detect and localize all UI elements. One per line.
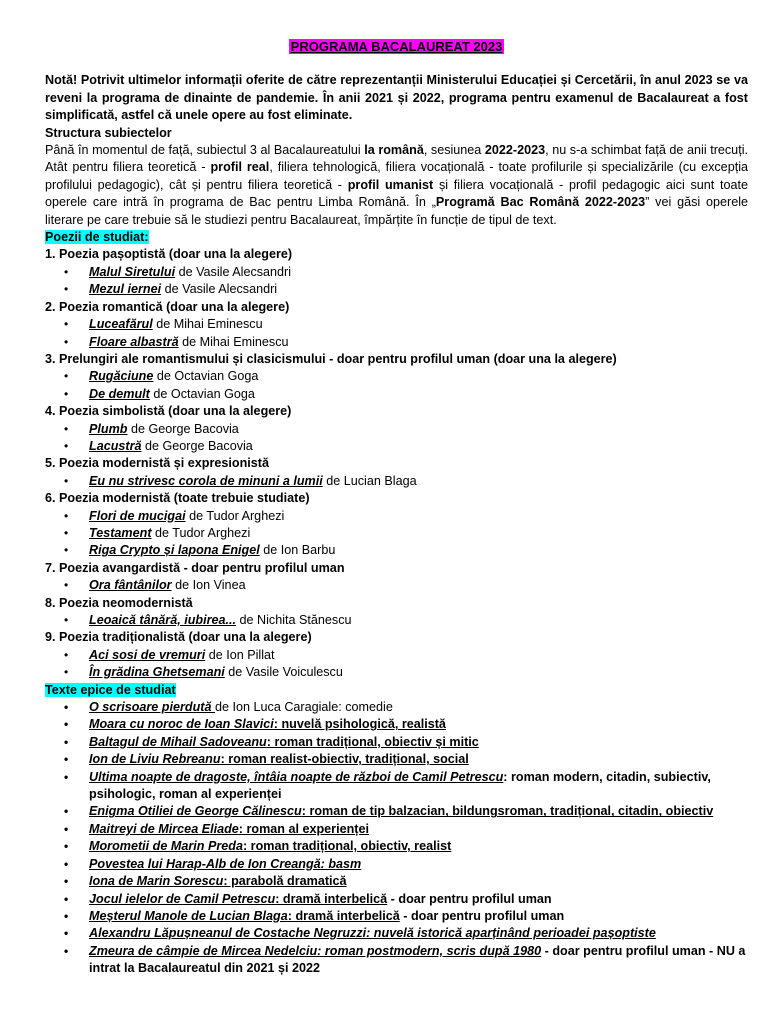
- structure-heading: Structura subiectelor: [45, 125, 172, 140]
- bullet-icon: •: [64, 647, 69, 662]
- work-description: : roman modern, citadin, subiectiv, psihologic, roman al experienței: [89, 769, 711, 802]
- bullet-icon: •: [64, 386, 69, 401]
- list-item: [45, 473, 748, 490]
- work-description: : nuvelă psihologică, realistă: [273, 717, 446, 732]
- work-title: Leoaică tânără, iubirea...: [89, 613, 236, 627]
- work-author: de Ion Barbu: [259, 543, 336, 558]
- work-description: : roman tradițional, obiectiv și mitic: [266, 734, 479, 749]
- epic-heading: Texte epice de studiat: [45, 682, 176, 697]
- intro-paragraph: [45, 142, 748, 229]
- poetry-group-list: [45, 508, 748, 560]
- poetry-group-list: [45, 647, 748, 682]
- work-title: Malul Siretului: [89, 264, 176, 279]
- list-item: [45, 716, 748, 733]
- work-title: Ora fântânilor: [89, 578, 172, 593]
- intro-text: , nu s-a schimbat față de anii trecuți. Atât pentru filiera teoretică -: [45, 143, 748, 175]
- work-description: : roman tradițional, obiectiv, realist: [242, 839, 452, 854]
- bullet-icon: •: [64, 856, 69, 871]
- work-title: Zmeura de câmpie de Mircea Nedelciu: roman postmodern, scris după 1980: [89, 943, 542, 958]
- poetry-groups: [45, 246, 748, 681]
- intro-text: Până în momentul de față, subiectul 3 al Bacalaureatului: [45, 143, 365, 158]
- work-title: Maitreyi de Mircea Eliade: [89, 821, 239, 836]
- intro-text: , filiera tehnologică, filiera vocațională - toate profilurile și specializările (cu excepția profilului pedagogic), cât și pentru filiera teoretică -: [45, 160, 748, 192]
- work-title: Povestea lui Harap-Alb de Ion Creangă: basm: [89, 856, 362, 871]
- work-description: : parabolă dramatică: [223, 874, 347, 889]
- bullet-icon: •: [64, 821, 69, 836]
- work-author: de Octavian Goga: [153, 369, 259, 384]
- list-item: [45, 334, 748, 351]
- work-author: de Lucian Blaga: [322, 473, 417, 488]
- poetry-group-label: 5. Poezia modernistă și expresionistă: [45, 456, 269, 471]
- work-title: Rugăciune: [89, 369, 154, 384]
- work-title: Iona de Marin Sorescu: [89, 874, 224, 889]
- work-author: de Mihai Eminescu: [178, 334, 289, 349]
- work-author: de Vasile Alecsandri: [175, 264, 292, 279]
- poetry-group-label: 1. Poezia pașoptistă (doar una la alegere): [45, 247, 293, 262]
- bullet-icon: •: [64, 264, 69, 279]
- bullet-icon: •: [64, 839, 69, 854]
- work-description: : dramă interbelică: [287, 908, 400, 923]
- bullet-icon: •: [64, 438, 69, 453]
- list-item: [45, 281, 748, 298]
- poetry-group-label: 6. Poezia modernistă (toate trebuie studiate): [45, 491, 310, 506]
- list-item: [45, 943, 748, 978]
- work-author: de Tudor Arghezi: [185, 508, 285, 523]
- work-title: Alexandru Lăpușneanul de Costache Negruzzi: nuvelă istorică aparținând perioadei pașoptiste: [89, 926, 656, 941]
- list-item: [45, 264, 748, 281]
- work-author: de Tudor Arghezi: [151, 525, 251, 540]
- poetry-group-list: [45, 612, 748, 629]
- bullet-icon: •: [64, 734, 69, 749]
- work-note: - doar pentru profilul uman: [387, 891, 552, 906]
- list-item: [45, 368, 748, 385]
- list-item: [45, 734, 748, 751]
- bullet-icon: •: [64, 334, 69, 349]
- bullet-icon: •: [64, 369, 69, 384]
- list-item: [45, 908, 748, 925]
- list-item: [45, 856, 748, 873]
- bullet-icon: •: [64, 508, 69, 523]
- bullet-icon: •: [64, 473, 69, 488]
- work-title: În grădina Ghetsemani: [89, 665, 225, 680]
- work-description: : roman de tip balzacian, bildungsroman, tradițional, citadin, obiectiv: [301, 804, 714, 819]
- bullet-icon: •: [64, 665, 69, 680]
- list-item: [45, 525, 748, 542]
- list-item: [45, 821, 748, 838]
- list-item: [45, 873, 748, 890]
- title-row: [45, 38, 748, 56]
- epic-heading-row: [45, 682, 748, 699]
- work-author: de Ion Pillat: [205, 647, 275, 662]
- poetry-group-label: 9. Poezia tradiționalistă (doar una la alegere): [45, 630, 312, 645]
- poetry-group-list: [45, 473, 748, 490]
- bullet-icon: •: [64, 525, 69, 540]
- epic-list: [45, 699, 748, 978]
- poetry-group-list: [45, 316, 748, 351]
- bullet-icon: •: [64, 752, 69, 767]
- work-title: De demult: [89, 386, 150, 401]
- list-item: [45, 647, 748, 664]
- poetry-group-list: [45, 264, 748, 299]
- intro-text: , sesiunea: [423, 143, 485, 158]
- work-title: Eu nu strivesc corola de minuni a lumii: [89, 473, 323, 488]
- list-item: [45, 438, 748, 455]
- poetry-group-list: [45, 421, 748, 456]
- list-item: [45, 751, 748, 768]
- bullet-icon: •: [64, 717, 69, 732]
- list-item: [45, 925, 748, 942]
- work-author: de George Bacovia: [141, 438, 253, 453]
- work-author: de Mihai Eminescu: [152, 317, 263, 332]
- work-title: O scrisoare pierdută: [89, 700, 215, 715]
- poetry-group-label: 8. Poezia neomodernistă: [45, 595, 193, 610]
- bullet-icon: •: [64, 891, 69, 906]
- work-title: Floare albastră: [89, 334, 179, 349]
- work-author: de Vasile Alecsandri: [161, 282, 278, 297]
- poetry-group-list: [45, 577, 748, 594]
- bullet-icon: •: [64, 317, 69, 332]
- intro-text-bold: profil real: [210, 160, 270, 175]
- intro-text: și filiera vocațională - profil pedagogic aici sunt toate operele care intră în programa de Bac pentru Limba Română. În „: [45, 177, 749, 210]
- intro-text-bold: profil umanist: [347, 177, 434, 192]
- work-note: - doar pentru profilul uman: [399, 908, 565, 923]
- list-item: [45, 769, 748, 804]
- list-item: [45, 542, 748, 559]
- work-description: : roman al experienței: [238, 821, 369, 836]
- list-item: [45, 891, 748, 908]
- work-title: Jocul ielelor de Camil Petrescu: [89, 891, 276, 906]
- list-item: [45, 612, 748, 629]
- work-description: : roman realist-obiectiv, tradițional, social: [220, 752, 469, 767]
- poetry-group-label: 2. Poezia romantică (doar una la alegere): [45, 299, 290, 314]
- work-title: Mezul iernei: [89, 282, 162, 297]
- bullet-icon: •: [64, 943, 69, 958]
- work-author: de Vasile Voiculescu: [224, 665, 343, 680]
- list-item: [45, 803, 748, 820]
- work-title: Testament: [89, 525, 152, 540]
- work-title: Lacustră: [89, 438, 142, 453]
- work-title: Moara cu noroc de Ioan Slavici: [89, 717, 274, 732]
- work-description: de Ion Luca Caragiale: comedie: [215, 700, 393, 715]
- work-description: : dramă interbelică: [275, 891, 388, 906]
- list-item: [45, 508, 748, 525]
- work-title: Ultima noapte de dragoste, întâia noapte de război de Camil Petrescu: [89, 769, 504, 784]
- bullet-icon: •: [64, 578, 69, 593]
- work-title: Baltagul de Mihail Sadoveanu: [89, 734, 267, 749]
- work-author: de Octavian Goga: [149, 386, 255, 401]
- work-note: - doar pentru profilul uman - NU a intrat la Bacalaureatul din 2021 și 2022: [89, 943, 746, 976]
- work-author: de Ion Vinea: [171, 578, 246, 593]
- list-item: [45, 316, 748, 333]
- bullet-icon: •: [64, 804, 69, 819]
- work-title: Luceafărul: [89, 317, 153, 332]
- bullet-icon: •: [64, 700, 69, 715]
- work-title: Riga Crypto și lapona Enigel: [89, 543, 260, 558]
- bullet-icon: •: [64, 874, 69, 889]
- list-item: [45, 664, 748, 681]
- work-title: Flori de mucigai: [89, 508, 186, 523]
- work-author: de George Bacovia: [127, 421, 239, 436]
- list-item: [45, 386, 748, 403]
- work-title: Enigma Otiliei de George Călinescu: [89, 804, 302, 819]
- poetry-group-label: 7. Poezia avangardistă - doar pentru profilul uman: [45, 560, 345, 575]
- bullet-icon: •: [64, 613, 69, 627]
- work-title: Morometii de Marin Preda: [89, 839, 243, 854]
- list-item: [45, 421, 748, 438]
- poetry-heading-row: [45, 229, 748, 246]
- poetry-heading: Poezii de studiat:: [45, 230, 149, 245]
- work-title: Aci sosi de vremuri: [89, 647, 206, 662]
- intro-text-bold: Programă Bac Română 2022-2023: [435, 195, 646, 210]
- intro-text-bold: 2022-2023: [484, 143, 546, 158]
- bullet-icon: •: [64, 908, 69, 923]
- intro-text-bold: la română: [364, 143, 424, 158]
- intro-note: Notă! Potrivit ultimelor informații oferite de către reprezentanții Ministerului Educației și Cercetării, în anul 2023 se va reveni la programa de dinainte de pandemie. În anii 2021 și 2022, programa pentru examenul de Bacalaureat a fost simplificată, astfel că unele opere au fost eliminate.: [45, 73, 748, 123]
- work-author: de Nichita Stănescu: [236, 613, 352, 627]
- poetry-group-label: 3. Prelungiri ale romantismului și clasicismului - doar pentru profilul uman (doar una la alegere): [45, 351, 617, 366]
- page-title: PROGRAMA BACALAUREAT 2023: [290, 39, 503, 54]
- bullet-icon: •: [64, 926, 69, 941]
- list-item: [45, 577, 748, 594]
- work-title: Ion de Liviu Rebreanu: [89, 752, 221, 767]
- poetry-group-label: 4. Poezia simbolistă (doar una la alegere): [45, 404, 292, 419]
- list-item: [45, 699, 748, 716]
- intro-text: ” vei găsi operele literare pe care trebuie să le studiezi pentru Bacalaureat, împărțite în funcție de tipul de text.: [45, 195, 749, 227]
- list-item: [45, 838, 748, 855]
- poetry-group-list: [45, 368, 748, 403]
- bullet-icon: •: [64, 421, 69, 436]
- bullet-icon: •: [64, 769, 69, 784]
- work-title: Meșterul Manole de Lucian Blaga: [89, 908, 288, 923]
- bullet-icon: •: [64, 543, 69, 558]
- bullet-icon: •: [64, 282, 69, 297]
- work-title: Plumb: [89, 421, 128, 436]
